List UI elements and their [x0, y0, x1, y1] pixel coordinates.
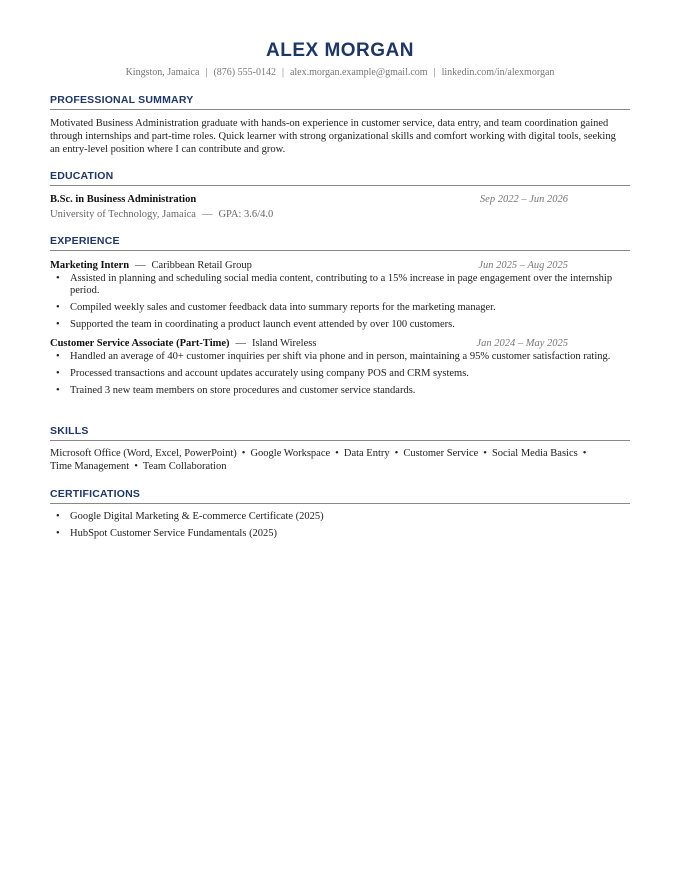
certification-item: • HubSpot Customer Service Fundamentals (2025): [56, 528, 278, 539]
skill-item: Social Media Basics: [491, 448, 578, 459]
education-details: University of Technology, Jamaica — GPA: 3.6/4.0: [50, 209, 274, 220]
skills-list: Microsoft Office (Word, Excel, PowerPoint) • Google Workspace • Data Entry • Customer Service • Social Media Basics • Time Management • Team Collaboration: [50, 448, 587, 472]
summary-text: Motivated Business Administration graduate with hands-on experience in customer service, data entry, and team coordination gained through internships and part-time roles. Quick learner with strong organizational skills and comfort working with digital tools, seeking an entry-level position where I can contribute and grow.: [50, 118, 616, 155]
job-dates: Jun 2025 – Aug 2025: [478, 260, 568, 271]
skill-item: Microsoft Office (Word, Excel, PowerPoint): [50, 448, 237, 459]
section-title-skills: SKILLS: [50, 425, 630, 441]
job-bullets: [50, 273, 625, 336]
gpa: GPA: 3.6/4.0: [218, 209, 274, 220]
job-dates: Jan 2024 – May 2025: [476, 338, 568, 349]
skill-item: Data Entry: [343, 448, 390, 459]
contact-location: Kingston, Jamaica: [125, 67, 200, 78]
bullet-item: • Assisted in planning and scheduling social media content, contributing to a 15% increase in page engagement over the internship period.: [56, 273, 613, 296]
bullet-item: • Compiled weekly sales and customer feedback data into summary reports for the marketing manager.: [56, 302, 496, 313]
job-header: Marketing Intern — Caribbean Retail Group Jun 2025 – Aug 2025: [50, 260, 568, 271]
job-bullets: [50, 351, 625, 402]
certifications-list: [50, 511, 625, 545]
degree: B.Sc. in Business Administration: [50, 194, 197, 205]
skill-item: Team Collaboration: [142, 461, 227, 472]
section-title-education: EDUCATION: [50, 170, 630, 186]
contact-phone: (876) 555-0142: [213, 67, 276, 78]
contact-email[interactable]: alex.morgan.example@gmail.com: [289, 67, 428, 78]
skill-item: Customer Service: [403, 448, 479, 459]
contact-line: Kingston, Jamaica | (876) 555-0142 | alex.morgan.example@gmail.com | linkedin.com/in/alexmorgan: [125, 67, 555, 78]
job-company: Caribbean Retail Group: [151, 260, 252, 271]
certification-item: • Google Digital Marketing & E-commerce Certificate (2025): [56, 511, 324, 522]
section-title-experience: EXPERIENCE: [50, 235, 630, 251]
section-title-summary: PROFESSIONAL SUMMARY: [50, 94, 630, 110]
job-role: Marketing Intern: [50, 260, 130, 271]
education-dates: Sep 2022 – Jun 2026: [479, 194, 568, 205]
bullet-item: • Handled an average of 40+ customer inquiries per shift via phone and in person, maintaining a 95% customer satisfaction rating.: [56, 351, 611, 362]
job-header: Customer Service Associate (Part-Time) — Island Wireless Jan 2024 – May 2025: [50, 338, 568, 349]
job-company: Island Wireless: [252, 338, 317, 349]
candidate-name: ALEX MORGAN: [266, 40, 414, 61]
education-row: [50, 193, 568, 206]
job-role: Customer Service Associate (Part-Time): [50, 338, 230, 349]
contact-linkedin[interactable]: linkedin.com/in/alexmorgan: [441, 67, 555, 78]
skill-item: Time Management: [50, 461, 130, 472]
skill-item: Google Workspace: [250, 448, 331, 459]
section-title-certifications: CERTIFICATIONS: [50, 488, 630, 504]
bullet-item: • Processed transactions and account updates accurately using company POS and CRM systems.: [56, 368, 469, 379]
bullet-item: • Supported the team in coordinating a product launch event attended by over 100 customers.: [56, 319, 455, 330]
bullet-item: • Trained 3 new team members on store procedures and customer service standards.: [56, 385, 416, 396]
school-name: University of Technology, Jamaica: [50, 209, 196, 220]
